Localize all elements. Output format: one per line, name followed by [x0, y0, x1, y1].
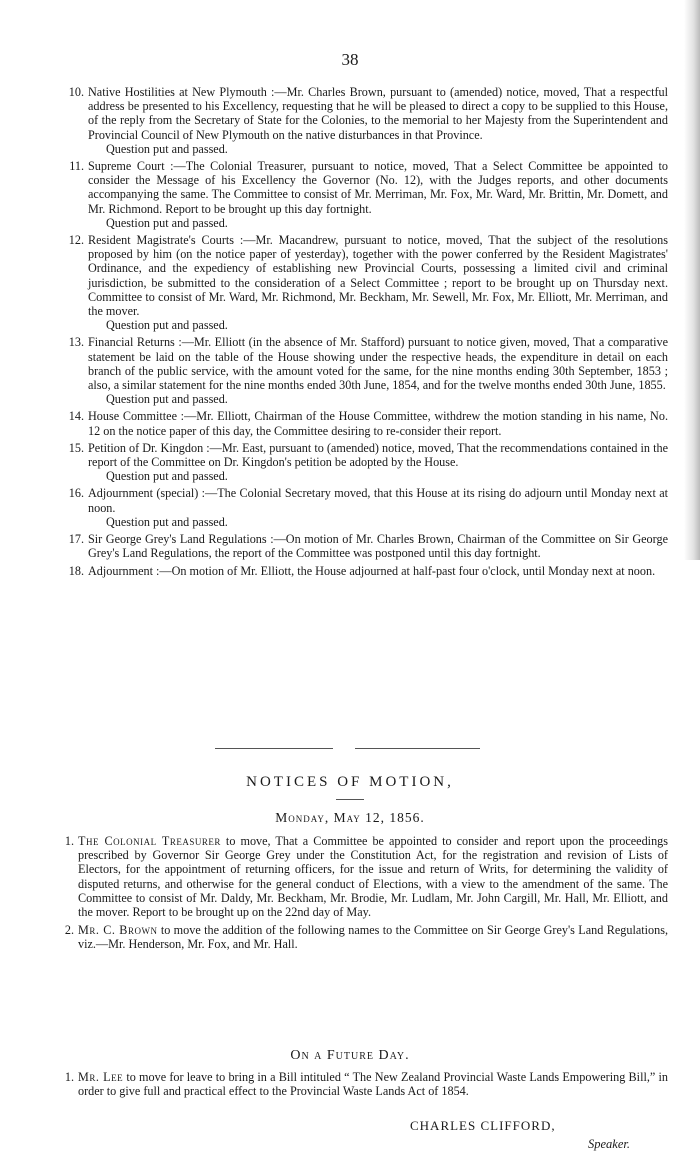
notice-text: to move, That a Committee be appointed to consider and report upon the proceedings prescribed by Governor Sir George Grey under the Constitution Act, for the registration and revision of Lists of Electors, for the appointment of returning officers, for the issue and return of Writs, for determining the validity of disputed returns, and otherwise for the general conduct of Elections, with a view to the amendment of the same. The Committee to consist of Mr. Daldy, Mr. Beckham, Mr. Brodie, Mr. Ludlam, Mr. John Cargill, Mr. Hall, Mr. Elliott, and the mover. Report to be brought up on the 22nd day of May. [78, 834, 668, 920]
notices-list [58, 834, 668, 956]
item-number: 15. [68, 440, 84, 455]
page-number: 38 [341, 50, 359, 69]
notice-mover: The Colonial Treasurer [78, 834, 221, 848]
proceeding-item [58, 159, 668, 230]
divider-line-right [355, 748, 480, 749]
question-passed: Question put and passed. [106, 392, 228, 407]
speaker-name: CHARLES CLIFFORD, [410, 1118, 556, 1133]
speaker-title: Speaker. [588, 1137, 630, 1151]
item-text: Native Hostilities at New Plymouth :—Mr. Charles Brown, pursuant to (amended) notice, moved, That a respectful address be presented to his Excellency, requesting that he will be pleased to direct a copy to be supplied to this House, of the reply from the Secretary of State for the Colonies, to the memorial to her Majesty from the Superintendent and Provincial Council of New Plymouth on the native disturbances in that Province. [88, 85, 668, 142]
proceeding-item [58, 486, 668, 529]
item-text: Financial Returns :—Mr. Elliott (in the absence of Mr. Stafford) pursuant to notice given, moved, That a comparative statement be laid on the table of the House showing under the respective heads, the expenditure in detail on each branch of the public service, with the amount voted for the same, for the nine months ending 30th September, 1853 ; also, a similar statement for the nine months ended 30th June, 1854, and for the twelve months ended 30th June, 1855. [88, 335, 668, 393]
item-text: Supreme Court :—The Colonial Treasurer, pursuant to notice, moved, That a Select Committee be appointed to consider the Message of his Excellency the Governor (No. 12), with the Judges reports, and other documents accompanying the same. The Committee to consist of Mr. Merriman, Mr. Fox, Mr. Ward, Mr. Brittin, Mr. Domett, and Mr. Richmond. Report to be brought up this day fortnight. [88, 159, 668, 216]
notice-number: 1. [64, 1070, 74, 1084]
section-divider [215, 748, 480, 752]
item-number: 11. [69, 159, 84, 174]
proceeding-item [58, 409, 668, 437]
scan-edge-shadow [684, 0, 700, 560]
proceeding-item [58, 335, 668, 406]
divider-line-left [215, 748, 333, 749]
proceeding-item [58, 441, 668, 484]
item-text: Resident Magistrate's Courts :—Mr. Macandrew, pursuant to notice, moved, That the subject of the resolutions proposed by him (on the notice paper of yesterday), together with the power conferred by the Resident Magistrates' Ordinance, and the expediency of establishing new Provincial Courts, possessing a limited civil and criminal jurisdiction, be submitted to the consideration of a Select Committee ; report to be brought up on Thursday next. Committee to consist of Mr. Ward, Mr. Richmond, Mr. Beckham, Mr. Sewell, Mr. Fox, Mr. Elliott, Mr. Merriman, and the mover. [88, 233, 668, 319]
item-number: 13. [68, 335, 84, 350]
notice-number: 2. [64, 923, 74, 938]
notice-text: to move the addition of the following names to the Committee on Sir George Grey's Land Regulations, viz.—Mr. Henderson, Mr. Fox, and Mr. Hall. [78, 923, 668, 952]
notice-item [58, 923, 668, 951]
item-text: Petition of Dr. Kingdon :—Mr. East, pursuant to (amended) notice, moved, That the recommendations contained in the report of the Committee on Dr. Kingdon's petition be adopted by the House. [88, 440, 668, 470]
item-number: 18. [68, 563, 84, 578]
proceedings-list [58, 85, 668, 581]
item-text: Adjournment :—On motion of Mr. Elliott, the House adjourned at half-past four o'clock, until Monday next at noon. [88, 563, 656, 578]
notice-mover: Mr. C. Brown [78, 923, 158, 938]
notice-item [58, 1070, 668, 1098]
item-number: 16. [68, 486, 84, 501]
future-day-heading: On a Future Day. [290, 1048, 410, 1063]
question-passed: Question put and passed. [106, 318, 228, 333]
notice-item [58, 834, 668, 919]
question-passed: Question put and passed. [106, 514, 228, 529]
notice-text: to move for leave to bring in a Bill intituled “ The New Zealand Provincial Waste Lands Empowering Bill,” in order to give full and practical effect to the Provincial Waste Lands Act of 1854. [78, 1070, 669, 1099]
proceeding-item [58, 532, 668, 560]
notice-number: 1. [64, 834, 74, 848]
proceeding-item [58, 233, 668, 332]
heading-underline [336, 799, 364, 800]
proceeding-item [58, 564, 668, 578]
notices-of-motion-heading: NOTICES OF MOTION, [246, 774, 454, 790]
item-number: 14. [68, 409, 84, 424]
question-passed: Question put and passed. [106, 141, 228, 156]
proceeding-item [58, 85, 668, 156]
item-text: Adjournment (special) :—The Colonial Secretary moved, that this House at its rising do adjourn until Monday next at noon. [88, 486, 668, 515]
question-passed: Question put and passed. [106, 469, 228, 484]
date-heading: Monday, May 12, 1856. [275, 810, 425, 825]
future-notices-list [58, 1070, 668, 1102]
item-text: House Committee :—Mr. Elliott, Chairman of the House Committee, withdrew the motion standing in his name, No. 12 on the notice paper of this day, the Committee desiring to re-consider their report. [88, 409, 668, 438]
item-text: Sir George Grey's Land Regulations :—On motion of Mr. Charles Brown, Chairman of the Committee on Sir George Grey's Land Regulations, the report of the Committee was postponed until this day fortnight. [88, 532, 668, 561]
question-passed: Question put and passed. [106, 215, 228, 230]
item-number: 10. [68, 85, 84, 99]
item-number: 12. [68, 233, 84, 248]
notice-mover: Mr. Lee [78, 1070, 124, 1084]
item-number: 17. [68, 532, 84, 547]
